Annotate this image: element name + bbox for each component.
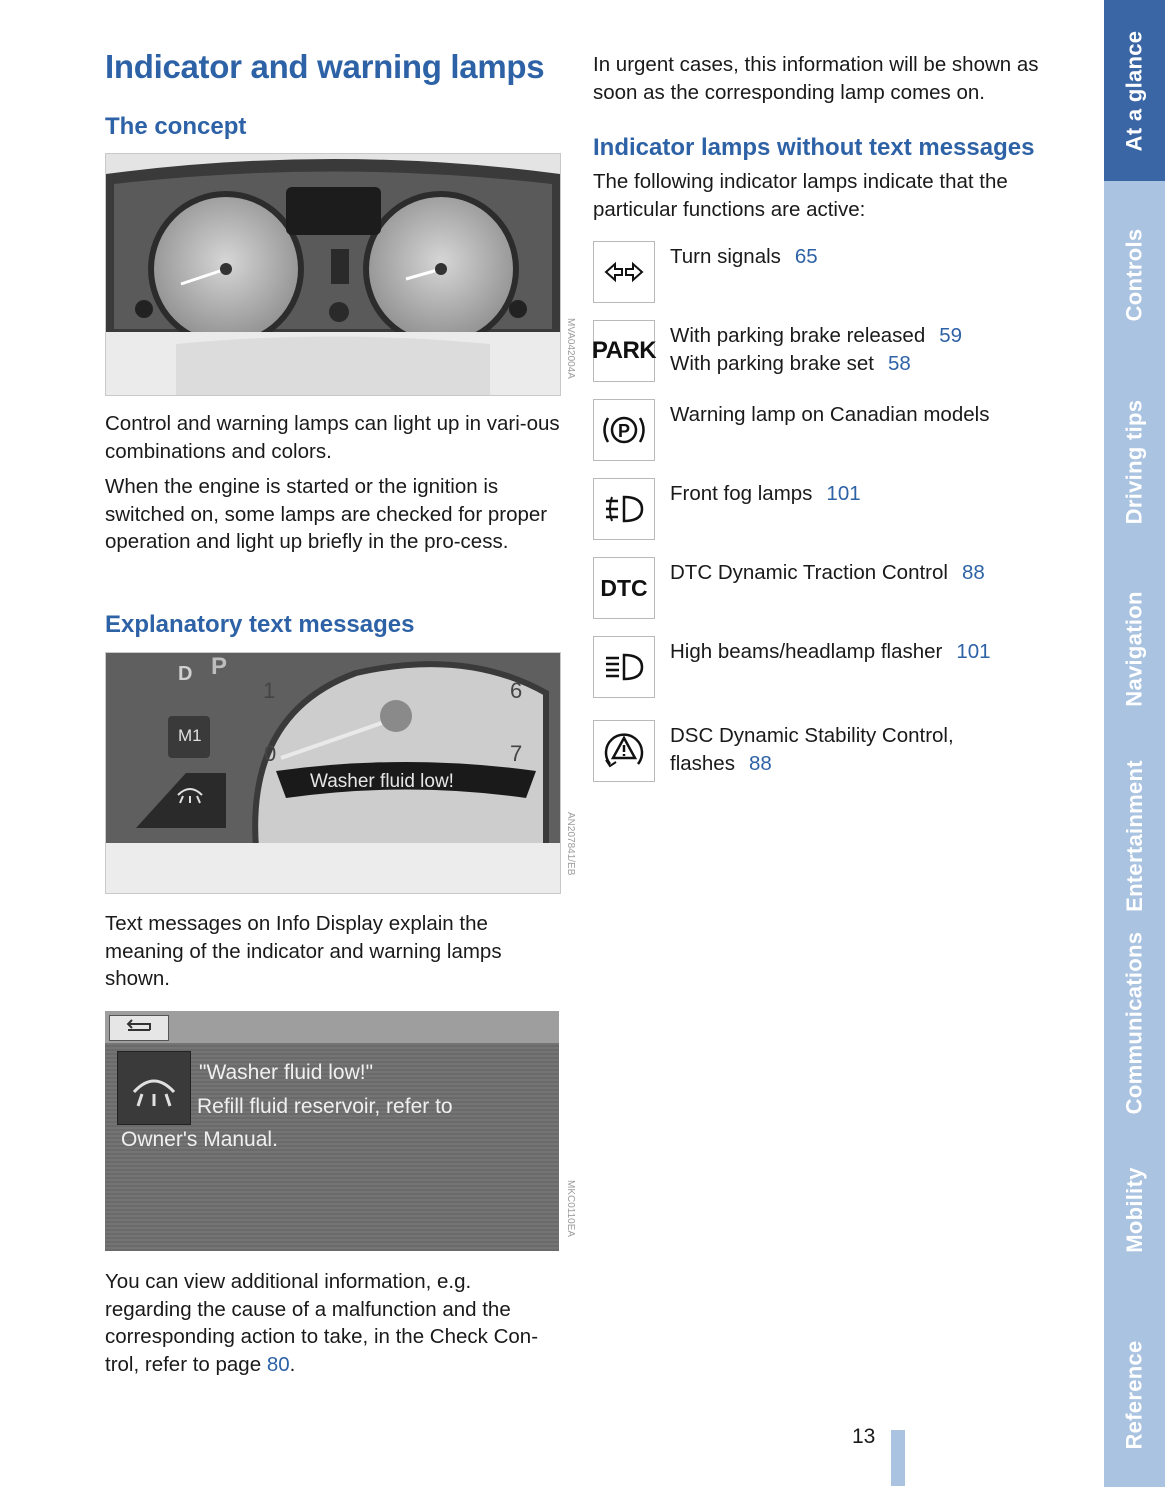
washer-fluid-display-icon	[117, 1051, 191, 1125]
section-heading-concept: The concept	[105, 113, 247, 140]
high-beams-icon	[593, 636, 655, 698]
image-code: MKC0110EA	[565, 1180, 576, 1238]
tab-at-a-glance[interactable]: At a glance	[1104, 0, 1165, 185]
instrument-cluster-image	[105, 153, 561, 396]
tab-reference[interactable]: Reference	[1104, 1303, 1165, 1487]
info-display-line-1: "Washer fluid low!"	[199, 1061, 374, 1084]
tab-entertainment[interactable]: Entertainment	[1104, 742, 1165, 933]
section-heading-indicator-lamps: Indicator lamps without text messages	[593, 134, 1035, 161]
lamp-front-fog	[670, 480, 861, 508]
back-icon	[109, 1015, 169, 1041]
lamp-high-beams	[670, 638, 991, 666]
lamp-canadian-warning	[670, 401, 989, 429]
washer-fluid-cluster-image	[105, 652, 561, 894]
image-code: AN207841/EB	[565, 812, 576, 876]
section-heading-text-messages: Explanatory text messages	[105, 611, 415, 638]
text-messages-paragraph: Text messages on Info Display explain the meaning of the indicator and warning lamps shown.	[105, 912, 502, 990]
lamp-label: Warning lamp on Canadian models	[670, 403, 990, 426]
parking-brake-canada-icon	[593, 399, 655, 461]
mode-m1-label: M1	[178, 726, 202, 745]
dtc-icon-label: DTC	[600, 574, 648, 601]
park-icon	[593, 320, 655, 382]
gauge-num-0: 0	[264, 741, 277, 766]
park-icon-label: PARK	[591, 337, 657, 364]
check-control-paragraph: You can view additional information, e.g. regarding the cause of a malfunction and the corresponding action to take, in the Check Con-trol, refer to page 80.	[105, 1270, 539, 1376]
tab-controls[interactable]: Controls	[1104, 181, 1165, 372]
lamp-label: Front fog lamps	[670, 482, 813, 505]
lamp-label: With parking brake set	[670, 351, 874, 375]
page-link-59[interactable]: 59	[939, 324, 963, 347]
page-link-80[interactable]: 80	[266, 1352, 290, 1376]
washer-fluid-icon	[176, 783, 204, 805]
gear-p-label: P	[211, 653, 228, 680]
page-marker-bar	[891, 1430, 905, 1486]
tab-driving-tips[interactable]: Driving tips	[1104, 368, 1165, 559]
urgent-paragraph: In urgent cases, this information will be shown as soon as the corresponding lamp comes on.	[593, 53, 1039, 104]
lamp-label: Turn signals	[670, 245, 781, 268]
washer-fluid-message: Washer fluid low!	[310, 771, 454, 792]
page-link-65[interactable]: 65	[794, 245, 818, 268]
concept-paragraph-2: When the engine is started or the ignition is switched on, some lamps are checked for proper operation and light up briefly in the pro-cess.	[105, 475, 548, 553]
lamp-label: High beams/headlamp flasher	[670, 640, 943, 663]
gauge-num-6: 6	[510, 678, 523, 703]
dtc-icon	[593, 557, 655, 619]
lamp-turn-signals	[670, 243, 818, 271]
page-link-101[interactable]: 101	[956, 640, 991, 663]
gauge-num-7: 7	[510, 741, 523, 766]
concept-paragraph-1: Control and warning lamps can light up in vari-ous combinations and colors.	[105, 412, 560, 463]
page-title: Indicator and warning lamps	[105, 48, 545, 85]
gear-d-label: D	[178, 663, 193, 685]
front-fog-lamps-icon	[593, 478, 655, 540]
page-link-101[interactable]: 101	[826, 482, 861, 505]
lamp-dsc	[670, 722, 954, 777]
info-display-line-3: Owner's Manual.	[121, 1128, 278, 1151]
p-icon-label: P	[617, 421, 631, 441]
tab-communications[interactable]: Communications	[1104, 929, 1165, 1120]
indicator-lamps-intro: The following indicator lamps indicate that the particular functions are active:	[593, 170, 1008, 221]
tab-mobility[interactable]: Mobility	[1104, 1116, 1165, 1307]
check-control-text: You can view additional information, e.g. regarding the cause of a malfunction and the corresponding action to take, in the Check Con-trol, refer to page	[105, 1270, 539, 1376]
info-display-line-2: Refill fluid reservoir, refer to	[197, 1095, 453, 1118]
lamp-label: DSC Dynamic Stability Control,	[670, 724, 954, 747]
dsc-icon	[593, 720, 655, 782]
lamp-dtc	[670, 559, 985, 587]
lamp-label: DTC Dynamic Traction Control	[670, 561, 948, 584]
image-code: MVA042004A	[565, 318, 576, 379]
lamp-label: With parking brake released	[670, 324, 926, 347]
lamp-label: flashes	[670, 751, 735, 775]
lamp-parking-brake	[670, 322, 962, 377]
page-number: 13	[852, 1425, 876, 1448]
page-link-88[interactable]: 88	[748, 751, 772, 775]
page-link-88[interactable]: 88	[961, 561, 985, 584]
page-link-58[interactable]: 58	[887, 351, 911, 375]
info-display-image	[105, 1011, 559, 1251]
gauge-num-1: 1	[263, 678, 276, 703]
turn-signals-icon	[593, 241, 655, 303]
tab-navigation[interactable]: Navigation	[1104, 555, 1165, 746]
